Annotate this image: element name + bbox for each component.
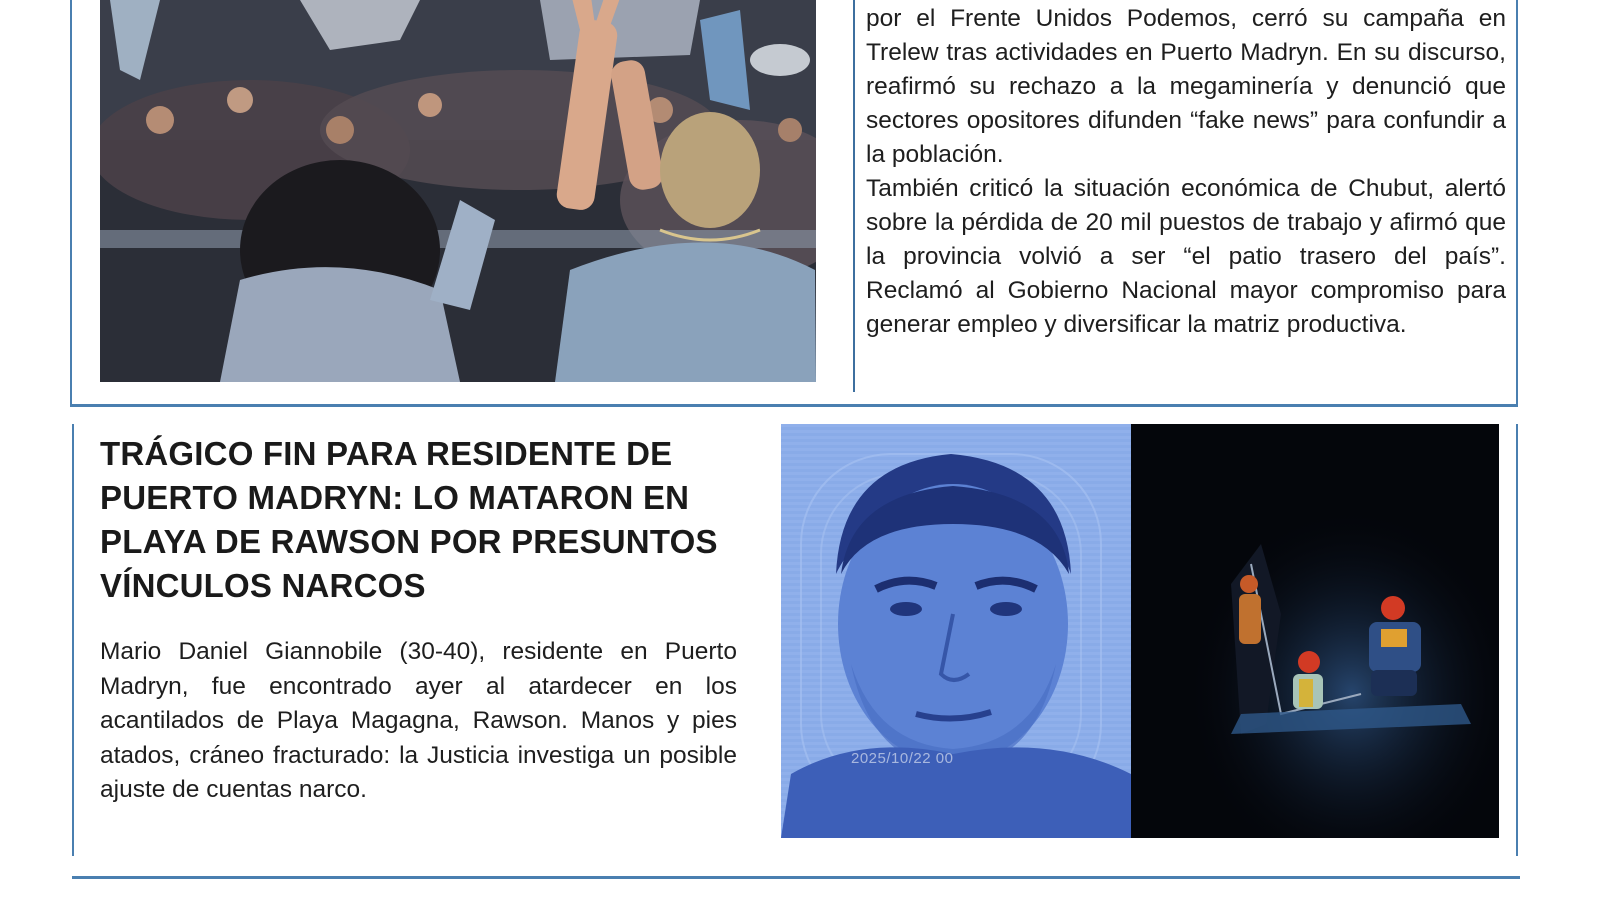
top-story-paragraph-1: por el Frente Unidos Podemos, cerró su campaña en Trelew tras actividades en Puerto Madryn. En su discurso, reafirmó su rechazo a la megaminería y denunció que sectores opositores difunden “fake news” para confundir a la población. [866,5,1506,168]
column-divider [853,0,855,392]
top-frame-left-border [70,0,72,406]
top-story-text [866,2,1506,342]
top-frame-right-border [1516,0,1518,406]
story-headline: TRÁGICO FIN PARA RESIDENTE DE PUERTO MADRYN: LO MATARON EN PLAYA DE RAWSON POR PRESUNTOS VÍNCULOS NARCOS [100,435,718,604]
story-photo-composite [781,424,1499,838]
story-body: Mario Daniel Giannobile (30-40), residente en Puerto Madryn, fue encontrado ayer al atardecer en los acantilados de Playa Magagna, Rawson. Manos y pies atados, cráneo fracturado: la Justicia investiga un posible ajuste de cuentas narco. [100,638,737,803]
middle-frame-left-border [72,424,74,856]
rescue-scene-drawing [1131,424,1499,838]
victim-portrait-photo [781,424,1131,838]
portrait-drawing [781,424,1131,838]
rally-photo [100,0,816,382]
rescue-scene-photo [1131,424,1499,838]
top-frame-bottom-border [70,404,1518,407]
top-story-paragraph-2: También criticó la situación económica de Chubut, alertó sobre la pérdida de 20 mil puestos de trabajo y afirmó que la provincia volvió a ser “el patio trasero del país”. Reclamó al Gobierno Nacional mayor compromiso para generar empleo y diversificar la matriz productiva. [866,175,1506,338]
middle-frame-right-border [1516,424,1518,856]
rally-photo-drawing [100,0,816,382]
bottom-frame-top-border [72,876,1520,879]
photo-timestamp: 2025/10/22 00 [851,750,954,767]
